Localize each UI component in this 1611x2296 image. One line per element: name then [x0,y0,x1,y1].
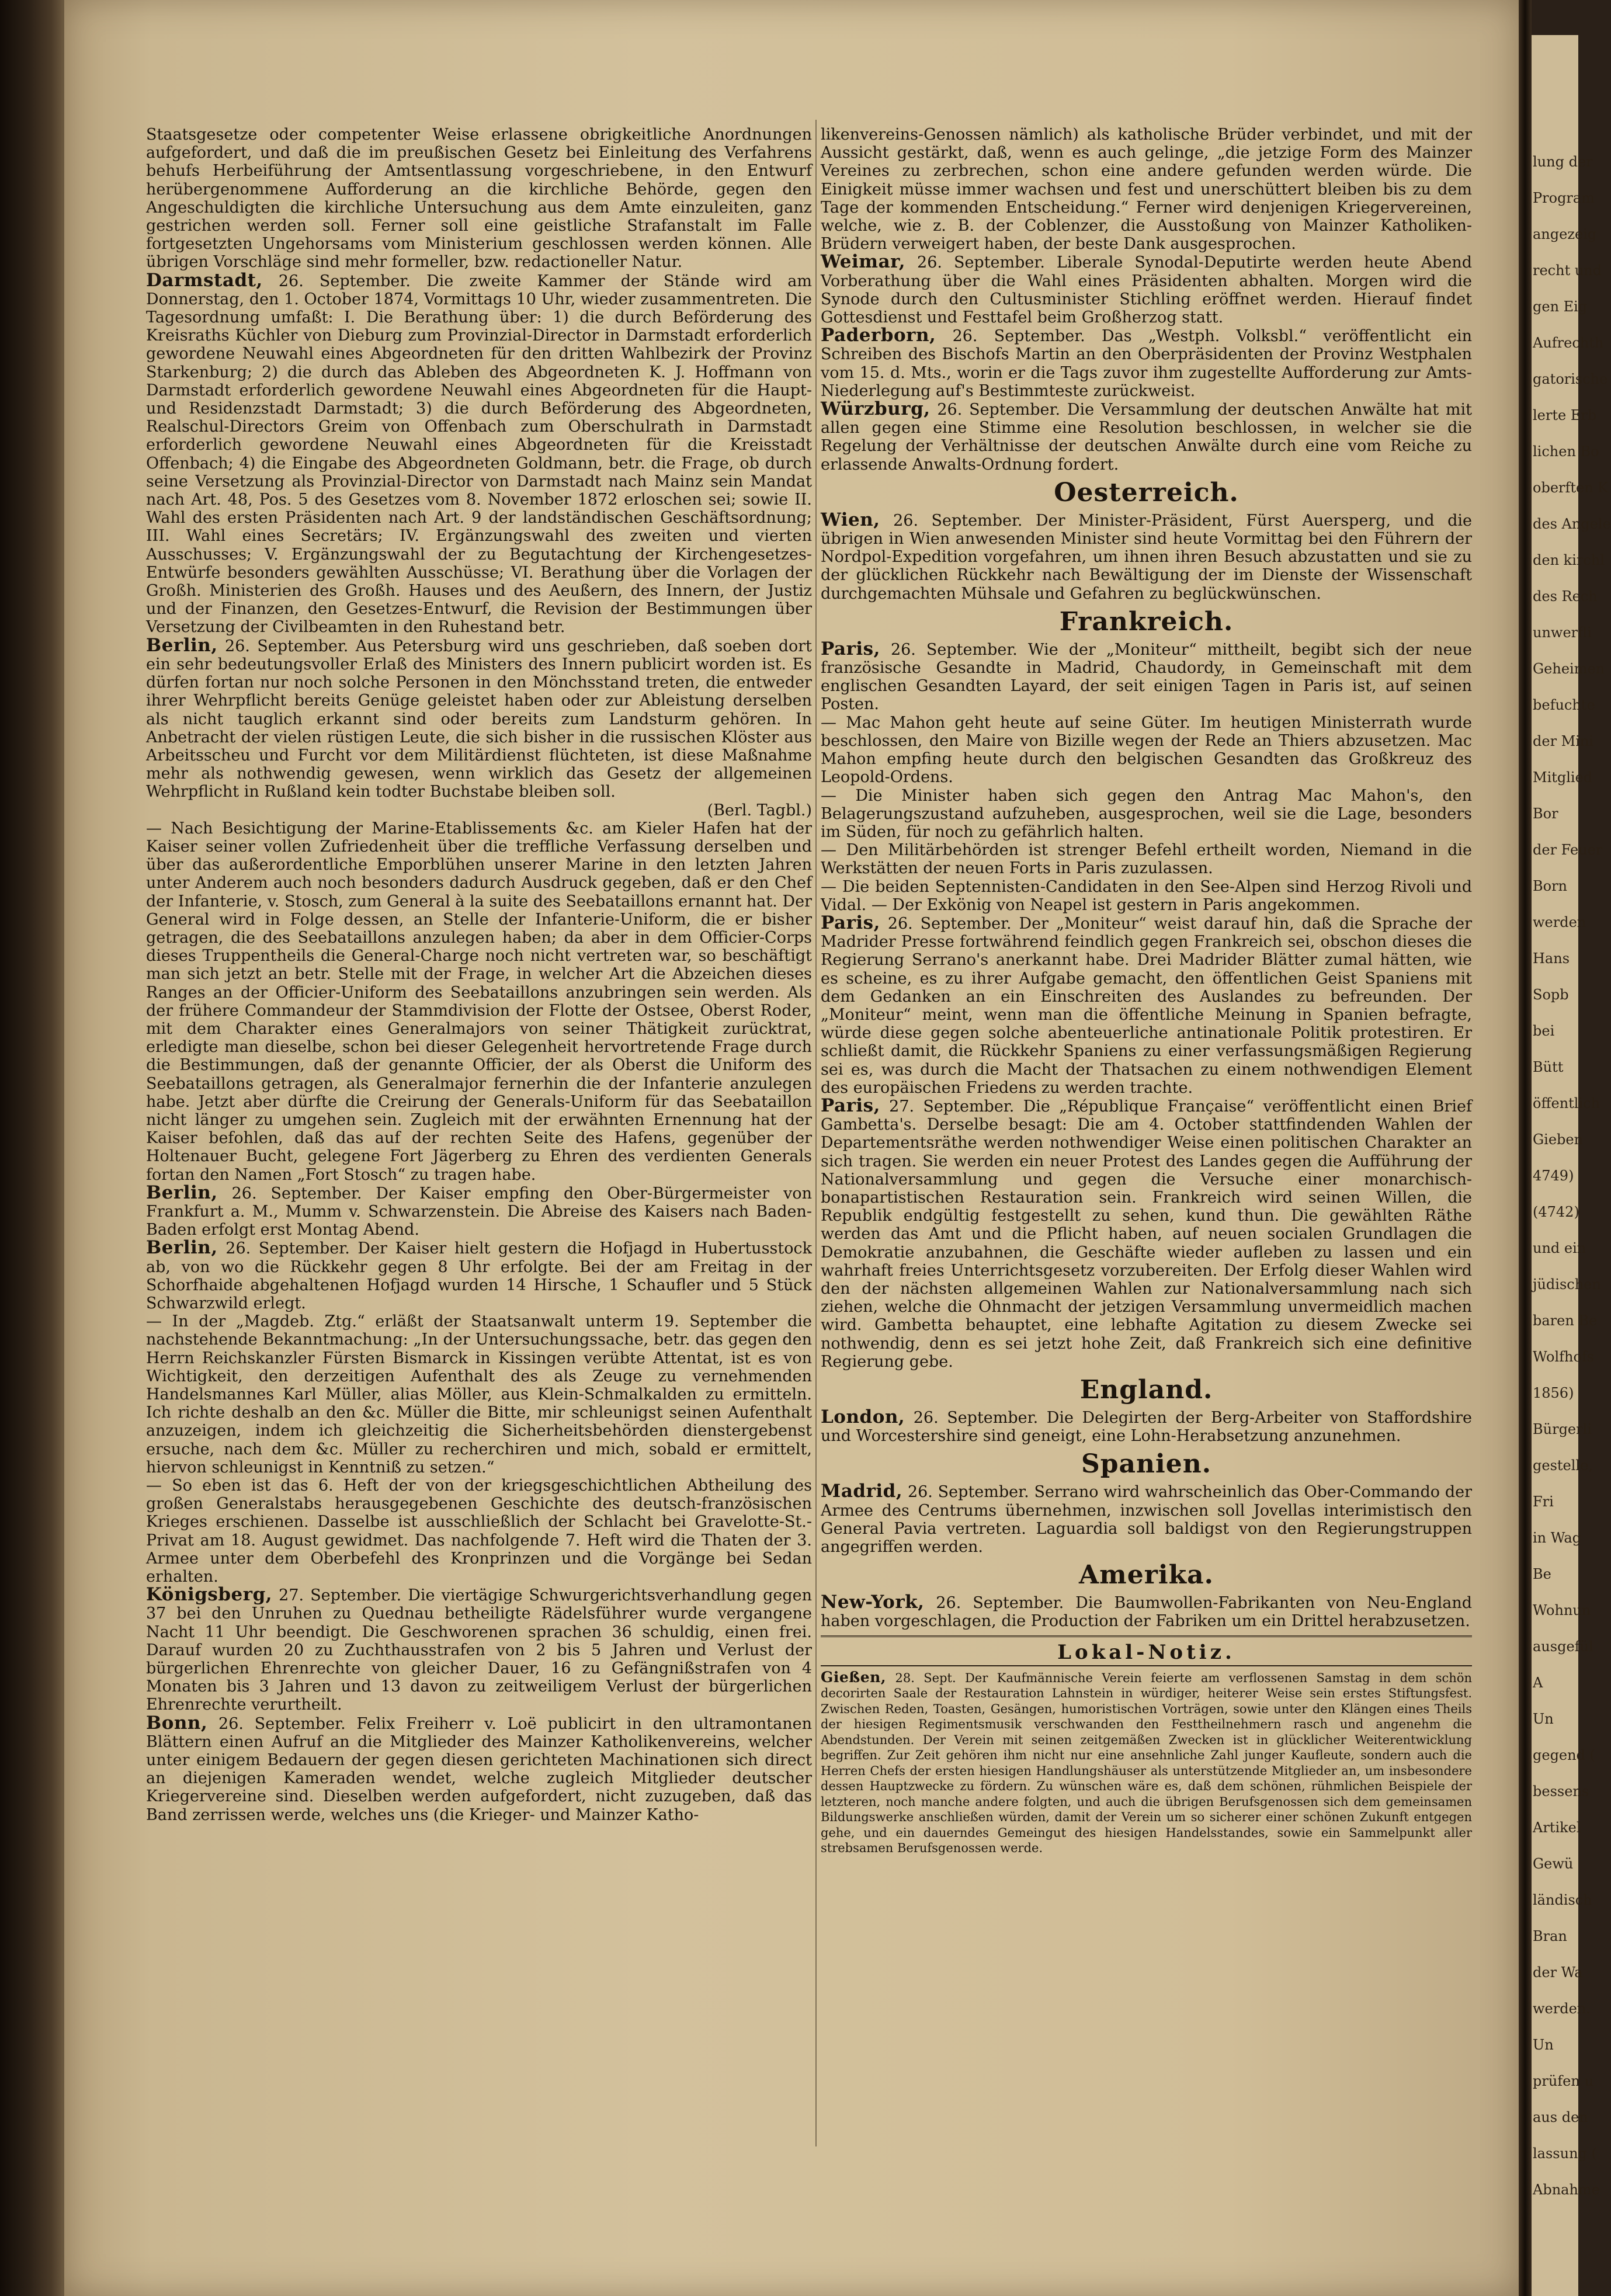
next-page-fragment: lerte Erb [1533,407,1597,423]
next-page-fragment: A [1533,1675,1543,1691]
next-page-fragment: des Angele [1533,516,1611,532]
article-paragraph [821,1408,1472,1445]
next-page-fragment: Bor [1533,805,1558,822]
lokal-notiz-heading: Lokal-Notiz. [821,1639,1472,1666]
article-text: — So eben ist das 6. Heft der von der kriegsgeschichtlichen Abtheilung des großen Generalstabs herausgegebenen Geschichte des deutsch-französischen Krieges erschienen. Dasselbe ist ausschließlich der Schlacht bei Gravelotte-St.-Privat am 18. August gewidmet. Das nachfolgende 7. Heft wird die Thaten der 3. Armee unter dem Oberbefehl des Kronprinzen und die Vorgänge bei Sedan erhalten. [146,1477,812,1586]
article-text: 26. September. Der „Moniteur“ weist darauf hin, daß die Sprache der Madrider Presse fortwährend feindlich gegen Frankreich sei, obschon dieses die Regierung Serrano's anerkannt habe. Drei Madrider Blätter zumal hätten, wie es scheine, es zu ihrer Aufgabe gemacht, den öffentlichen Geist Spaniens mit dem Gedanken an ein Einschreiten des Auslandes zu befreunden. Der „Moniteur“ meint, wenn man die öffentliche Meinung in Spanien befragte, würde diese gegen solche abenteuerliche antinationale Politik protestiren. Er schließt damit, die Rückkehr Spaniens zu einer verfassungsmäßigen Regierung sei es, was durch die Macht der Thatsachen zu einem nothwendigen Element des europäischen Friedens zu werden trachte. [821,914,1472,1097]
article-paragraph [821,326,1472,400]
article-dateline: Wien, [821,509,880,530]
next-page-fragment: der Mini [1533,733,1594,749]
article-dateline: Berlin, [146,1182,218,1203]
article-paragraph [821,511,1472,603]
section-heading: Frankreich. [1059,606,1234,637]
article-paragraph [821,914,1472,1097]
article-paragraph [821,787,1472,842]
next-page-fragment: oberften K [1533,480,1609,496]
article-text: 28. Sept. Der Kaufmännische Verein feierte am verflossenen Samstag in dem schön decorirten Saale der Restauration Lahnstein in würdiger, heiterer Weise sein erstes Stiftungsfest. Zwischen Reden, Toasten, Gesängen, humoristischen Vorträgen, sowie unter den Klängen eines Theils der hiesigen Regimentsmusik verschwanden den Festtheilnehmern rasch und angenehm die Abendstunden. Der Verein mit seinen zeitgemäßen Zwecken ist in glücklicher Weiterentwicklung begriffen. Zur Zeit gehören ihm nicht nur eine ansehnliche Zahl junger Kaufleute, sondern auch die Herren Chefs der ersten hiesigen Handlungshäuser als unterstützende Mitglieder an, um insbesondere dessen Hauptzwecke zu fördern. Zu wünschen wäre es, daß dem schönen, rühmlichen Beispiele der letzteren, noch manche andere folgten, und auch die übrigen Berufsgenossen sich dem gemeinsamen Bildungswerke anschließen würden, damit der Verein um so sicherer einer schönen Zukunft entgegen gehe, und ein dauerndes Gemeingut des hiesigen Handelsstandes, sowie ein Sammelpunkt aller strebsamen Berufsgenossen werde. [821,1670,1472,1856]
next-page-fragment: Un [1533,2037,1554,2053]
next-page-fragment: angezeig [1533,226,1597,242]
section-heading: Spanien. [1081,1449,1212,1479]
next-page-fragment: des Rech [1533,588,1598,605]
lokal-notiz-box [821,1635,1472,1856]
article-paragraph [821,878,1472,914]
article-text: — Die Minister haben sich gegen den Antrag Mac Mahon's, den Belagerungszustand aufzuheben, ausgesprochen, weil sie die Lage, besonders im Süden, für noch zu gefährlich halten. [821,786,1472,841]
left-column [146,126,812,1824]
article-dateline: Berlin, [146,1237,218,1259]
article-text: 26. September. Der Kaiser hielt gestern die Hofjagd in Hubertusstock ab, von wo die Rückkehr gegen 8 Uhr erfolgte. Bei der am Freitag in der Schorfhaide abgehaltenen Hofjagd wurden 14 Hirsche, 1 Schaufler und 5 Stück Schwarzwild erlegt. [146,1239,812,1312]
next-page-fragment: Born [1533,878,1568,894]
article-dateline: London, [821,1406,905,1427]
article-text: 26. September. Liberale Synodal-Deputirte werden heute Abend Vorberathung über die Wahl eines Präsidenten abhalten. Morgen wird die Synode durch den Cultusminister Stichling eröffnet werden. Hierauf findet Gottesdienst und Festtafel beim Großherzog statt. [821,253,1472,327]
article-paragraph [821,640,1472,714]
article-dateline: Paris, [821,1095,880,1116]
next-page-fragment: Aufrechth [1533,335,1604,351]
article-paragraph [821,400,1472,474]
article-text: 26. September. Aus Petersburg wird uns geschrieben, daß soeben dort ein sehr bedeutungsvoller Erlaß des Ministers des Innern publicirt worden ist. Es dürfen fortan nur noch solche Personen in den Mönchsstand treten, die entweder ihrer Wehrpflicht bereits Genüge geleistet haben oder zur Ableistung derselben als nicht tauglich erkannt sind oder bereits zum Landsturm gehören. In Anbetracht der vielen rüstigen Leute, die sich bisher in die russischen Klöster aus Arbeitsscheu und Furcht vor dem Militärdienst flüchteten, ist diese Maßnahme mehr als nothwendig gewesen, wenn wirklich das Gesetz der allgemeinen Wehrpflicht in Rußland kein todter Buchstabe bleiben soll. [146,637,812,801]
next-page-fragment: Geheimen [1533,661,1605,677]
right-column [821,126,1472,1856]
article-text: — Den Militärbehörden ist strenger Befehl ertheilt worden, Niemand in die Werkstätten der neuen Forts in Paris zuzulassen. [821,841,1472,878]
article-paragraph [146,1714,812,1824]
next-page-fragment: ausgefül [1533,1638,1593,1655]
next-page-fragment: Gewü [1533,1856,1574,1872]
article-text: 26. September. Die Delegirten der Berg-Arbeiter von Staffordshire und Worcestershire sind geneigt, eine Lohn-Herabsetzung anzunehmen. [821,1409,1472,1446]
next-page-fragment: aus den [1533,2109,1588,2125]
article-dateline: Würzburg, [821,398,931,420]
next-page-fragment: (4742) [1533,1204,1579,1220]
article-paragraph [146,634,812,819]
next-page-fragment: Bran [1533,1928,1567,1944]
article-source: (Berl. Tagbl.) [707,801,812,819]
next-page-fragment: Artikel [1533,1819,1581,1836]
next-page-fragment: gatorische [1533,371,1608,387]
next-page-fragment: lichen Bo [1533,443,1599,460]
next-page-fragment: Un [1533,1711,1554,1727]
next-page-fragment: Wolfhofs [1533,1349,1595,1365]
article-dateline: Bonn, [146,1712,208,1734]
article-text: — In der „Magdeb. Ztg.“ erläßt der Staatsanwalt unterm 19. September die nachstehende Bekanntmachung: „In der Untersuchungssache, betr. das gegen den Herrn Reichskanzler Fürsten Bismarck in Kissingen verübte Attentat, ist es von Wichtigkeit, den derzeitigen Aufenthalt des als Zeuge zu vernehmenden Handelsmannes Karl Müller, alias Möller, aus Klein-Schmalkalden zu ermitteln. Ich richte deshalb an den &c. Müller die Bitte, mir schleunigst seinen Aufenthalt anzuzeigen, indem ich gleichzeitig die Sicherheitsbehörden dienstergebenst ersuche, nach dem &c. Müller zu recherchiren und mich, sobald er ermittelt, hiervon schleunigst in Kenntniß zu setzen.“ [146,1312,812,1477]
next-page-fragment: lassung ( [1533,2145,1597,2162]
next-page-fragment: prüfen u [1533,2073,1593,2089]
article-paragraph [821,126,1472,253]
column-divider [815,120,817,2146]
article-paragraph [146,1239,812,1312]
next-page-fragment: Hans [1533,950,1570,967]
next-page-fragment: der Feuer [1533,842,1603,858]
next-page-fragment: unwerfli [1533,624,1592,641]
article-dateline: Madrid, [821,1481,903,1502]
next-page-fragment: gestelle, [1533,1457,1593,1474]
section-heading: Amerika. [1079,1560,1214,1590]
article-paragraph [146,1477,812,1586]
article-text: 27. September. Die „République Française“ veröffentlicht einen Brief Gambetta's. Derselbe besagt: Die am 4. October stattfindenden Wahlen der Departementsräthe werden nothwendiger Weise einen politischen Charakter an sich tragen. Sie werden ein neuer Protest des Landes gegen die Aufführung der Nationalversammlung und gegen die Versuche einer monarchisch-bonapartistischen Restauration sein. Frankreich wird seinen Willen, die Republik endgültig festgestellt zu sehen, kund thun. Die gewählten Räthe werden das Amt und die Pflicht haben, auf neuen socialen Grundlagen die Demokratie anzubahnen, die Geschäfte wieder aufleben zu lassen und ein wahrhaft freies Unterrichtsgesetz vorzubereiten. Der Erfolg dieser Wahlen wird den der nächsten allgemeinen Wahlen zur Nationalversammlung nach sich ziehen, welche die Ohnmacht der jetzigen Versammlung unvermeidlich machen wird. Gambetta behauptet, eine lebhafte Agitation zu diesem Zwecke sei nothwendig, denn es sei jetzt hohe Zeit, daß Frankreich sich eine definitive Regierung gebe. [821,1097,1472,1371]
article-paragraph [146,1586,812,1714]
article-text: 27. September. Die viertägige Schwurgerichtsverhandlung gegen 37 bei den Unruhen zu Quednau betheiligte Rädelsführer wurde vergangene Nacht 11 Uhr beendigt. Die Geschworenen sprachen 36 schuldig, einen frei. Darauf wurden 20 zu Zuchthausstrafen von 2 bis 5 Jahren und Verlust der bürgerlichen Ehrenrechte von gleicher Dauer, 16 zu Gefängnißstrafen von 4 Monaten bis 3 Jahren und 13 davon zu zeitweiligem Verlust der bürgerlichen Ehrenrechte verurtheilt. [146,1586,812,1714]
article-dateline: Paris, [821,638,880,659]
article-dateline: Paris, [821,912,880,933]
article-text: 26. September. Der Kaiser empfing den Ober-Bürgermeister von Frankfurt a. M., Mumm v. Schwarzenstein. Die Abreise des Kaisers nach Baden-Baden erfolgt erst Montag Abend. [146,1184,812,1239]
next-page-fragment: befuchte [1533,697,1595,713]
article-text: 26. September. Die Versammlung der deutschen Anwälte hat mit allen gegen eine Stimme eine Resolution beschlossen, in welcher sie die Regelung der Verhältnisse der deutschen Anwälte durch eine vom Reiche zu erlassende Anwalts-Ordnung fordert. [821,401,1472,474]
article-paragraph [146,1184,812,1239]
next-page-fragment: werden. [1533,2000,1591,2017]
article-text: likenvereins-Genossen nämlich) als katholische Brüder verbindet, und mit der Aussicht gestärkt, daß, wenn es auch gelinge, „die jetzige Form des Mainzer Vereines zu zerbrechen, schon eine andere gefunden werden würde. Die Einigkeit müsse immer wachsen und fest und unerschüttert bleiben bis zu dem Tage der kommenden Entscheidung.“ Ferner wird denjenigen Kriegervereinen, welche, wie z. B. der Coblenzer, die Ausstoßung von Mainzer Katholiken-Brüdern verweigert haben, der beste Dank ausgesprochen. [821,126,1472,253]
article-paragraph [146,1312,812,1477]
article-text: 26. September. Serrano wird wahrscheinlich das Ober-Commando der Armee des Centrums übernehmen, inzwischen soll Jovellas interimistisch den General Pavia vertreten. Laguardia soll baldigst von den Regierungstruppen angegriffen werden. [821,1483,1472,1557]
article-text: Staatsgesetze oder competenter Weise erlassene obrigkeitliche Anordnungen aufgefordert, und daß die im preußischen Gesetz bei Einleitung des Verfahrens behufs Herbeiführung der Amtsentlassung vorgeschriebene, in den Entwurf herübergenommene Aufforderung an die kirchliche Behörde, gegen den Angeschuldigten die kirchliche Untersuchung aus dem Amte einzuleiten, ganz gestrichen werden soll. Ferner soll eine geistliche Strafanstalt im Falle fortgesetzten Ungehorsams vom Ministerium geschlossen werden können. Alle übrigen Vorschläge sind mehr formeller, bzw. redactioneller Natur. [146,126,812,272]
next-page-fragment: in Wag [1533,1530,1582,1546]
next-page-fragment: Bütt [1533,1059,1564,1075]
book-binding [0,0,64,2296]
article-paragraph [146,819,812,1184]
page-gutter [1519,0,1532,2296]
article-paragraph [146,269,812,637]
article-paragraph [821,1097,1472,1371]
article-text: — Mac Mahon geht heute auf seine Güter. Im heutigen Ministerrath wurde beschlossen, den Maire von Bizille wegen der Rede an Thiers abzusetzen. Mac Mahon empfing heute durch den belgischen Gesandten das Großkreuz des Leopold-Ordens. [821,713,1472,787]
next-page-fragment: gen Eig [1533,298,1588,315]
next-page-fragment: Sopb [1533,987,1569,1003]
article-dateline: New-York, [821,1592,925,1613]
article-dateline: Königsberg, [146,1584,273,1606]
next-page-fragment: Wohnun [1533,1602,1591,1618]
next-page-fragment: der Wa [1533,1964,1583,1981]
article-text: — Nach Besichtigung der Marine-Etablissements &c. am Kieler Hafen hat der Kaiser seiner vollen Zufriedenheit über die treffliche Verfassung derselben und über das außerordentliche Emporblühen unserer Marine in den letzten Jahren unter Anderem auch noch besonders dadurch Ausdruck gegeben, daß er den Chef der Infanterie, v. Stosch, zum General à la suite des Seebataillons ernannt hat. Der General wird in Folge dessen, an Stelle der Infanterie-Uniform, die er bisher getragen, die des Seebataillons anzulegen haben; da aber in dem Officier-Corps dieses Truppentheils die General-Charge noch nicht vertreten war, so beschäftigt man sich jetzt an betr. Stelle mit der Frage, in welcher Art die Abzeichen dieses Ranges an der Officier-Uniform des Seebataillons anzubringen sein werden. Als der frühere Commandeur der Stammdivision der Flotte der Ostsee, Oberst Roder, mit dem Charakter eines Generalmajors von seiner Thätigkeit zurücktrat, erledigte man dieselbe, schon bei dieser Gelegenheit hervortretende Frage durch die Bestimmungen, daß der genannte Officier, der als Oberst die Uniform des Seebataillons getragen, als Generalmajor fernerhin die der Infanterie anzulegen habe. Jetzt aber dürfte die Creirung der Generals-Uniform für das Seebataillon nicht länger zu umgehen sein. Zugleich mit der erwähnten Ernennung hat der Kaiser befohlen, daß das auf der rechten Seite des Hafens, gegenüber der Holtenauer Bucht, gelegene Fort Jägerberg zu Ehren des verdienten Generals fortan den Namen „Fort Stosch“ zu tragen habe. [146,819,812,1184]
article-paragraph [821,1593,1472,1630]
article-dateline: Darmstadt, [146,269,263,291]
article-text: 26. September. Das „Westph. Volksbl.“ veröffentlicht ein Schreiben des Bischofs Martin an den Oberpräsidenten der Provinz Westphalen vom 15. d. Mts., worin er die Tags zuvor ihm zugestellte Aufforderung zur Amts-Niederlegung auf's Bestimmteste zurückweist. [821,327,1472,400]
article-paragraph [821,253,1472,326]
article-text: 26. September. Der Minister-Präsident, Fürst Auersperg, und die übrigen in Wien anwesenden Minister sind heute Vormittag bei den Führern der Nordpol-Expedition vorgefahren, um ihnen ihren Besuch abzustatten und sie zu der glücklichen Rückkehr nach Bewältigung der im Dienste der Wissenschaft durchgemachten Mühsale und Gefahren zu beglückwünschen. [821,511,1472,603]
next-page-fragment: Be [1533,1566,1551,1582]
next-page-fragment: Abnahme [1533,2182,1600,2198]
article-dateline: Berlin, [146,634,218,656]
next-page-fragment: bessens [1533,1783,1589,1800]
next-page-fragment: baren Be [1533,1312,1598,1329]
section-heading: England. [1079,1375,1213,1405]
article-dateline: Gießen, [821,1668,887,1686]
article-text: 26. September. Die Baumwollen-Fabrikanten von Neu-England haben vorgeschlagen, die Production der Fabriken um ein Drittel herabzusetzen. [821,1594,1472,1631]
article-text: 26. September. Die zweite Kammer der Stände wird am Donnerstag, den 1. October 1874, Vormittags 10 Uhr, wieder zusammentreten. Die Tagesordnung umfaßt: I. Die Berathung über: 1) die durch Beförderung des Kreisraths Küchler von Dieburg zum Provinzial-Director in Darmstadt erforderlich gewordene Neuwahl eines Abgeordneten für den dritten Wahlbezirk der Provinz Starkenburg; 2) die durch das Ableben des Abgeordneten K. J. Hoffmann von Darmstadt erforderlich gewordene Neuwahl eines Abgeordneten für die Haupt- und Residenzstadt Darmstadt; 3) die durch Beförderung des Abgeordneten, Realschul-Directors Greim von Offenbach zum Oberschulrath in Darmstadt erforderlich gewordene Neuwahl eines Abgeordneten für die Kreisstadt Offenbach; 4) die Eingabe des Abgeordneten Goldmann, betr. die Frage, ob durch seine Versetzung als Provinzial-Director von Darmstadt nach Mainz sein Mandat nach Art. 48, Pos. 5 des Gesetzes vom 8. November 1872 erloschen sei; sowie II. Wahl des ersten Präsidenten nach Art. 9 der landständischen Geschäftsordnung; III. Wahl eines Secretärs; IV. Ergänzungswahl des zweiten und vierten Ausschusses; V. Ergänzungswahl der zu Begutachtung der Kirchengesetzes-Entwürfe besonders gewählten Ausschüsse; VI. Berathung über die Vorlagen der Großh. Ministerien des Großh. Hauses und des Aeußern, des Innern, der Justiz und der Finanzen, den Gesetzes-Entwurf, die Revision der Bestimmungen über Versetzung der Civilbeamten in den Ruhestand betr. [146,272,812,637]
article-text: 26. September. Felix Freiherr v. Loë publicirt in den ultramontanen Blättern einen Aufruf an die Mitglieder des Mainzer Katholikenvereins, welcher unter einigem Bedauern der gegen diesen gerichteten Machinationen sich direct an diejenigen Kameraden wendet, welche zugleich Mitglieder deutscher Kriegervereine sind. Dieselben werden aufgefordert, nicht zuzugeben, daß das Band zerrissen werde, welches uns (die Krieger- und Mainzer Katho- [146,1714,812,1824]
article-paragraph [821,1482,1472,1556]
lokal-notiz-paragraph [821,1670,1472,1856]
next-page-fragment: jüdischen [1533,1276,1601,1293]
article-dateline: Paderborn, [821,325,936,346]
next-page-fragment: den kirchl [1533,552,1605,568]
article-paragraph [821,841,1472,877]
next-page-fragment: lung der [1533,154,1593,170]
next-page-fragment: 1856) [1533,1385,1574,1401]
section-heading: Oesterreich. [1054,477,1239,508]
article-text: — Die beiden Septennisten-Candidaten in den See-Alpen sind Herzog Rivoli und Vidal. — Der Exkönig von Neapel ist gestern in Paris angekommen. [821,877,1472,914]
next-page-fragment: Gieben [1533,1131,1584,1148]
next-page-fragment: bei [1533,1023,1555,1039]
article-paragraph [821,714,1472,787]
article-paragraph [146,126,812,272]
next-page-fragment: gegend ( [1533,1747,1595,1763]
next-page-fragment: Mitglied [1533,769,1593,786]
next-page-fragment: Program [1533,190,1595,206]
next-page-fragment: ländisch [1533,1892,1592,1908]
next-page-fragment: 4749) [1533,1168,1574,1184]
next-page-edge [1532,35,1611,2296]
next-page-fragment: Fri [1533,1493,1554,1510]
next-page-fragment: Bürgerli [1533,1421,1592,1437]
next-page-fragment: werden [1533,914,1586,930]
next-page-fragment: öffentlich [1533,1095,1600,1111]
article-dateline: Weimar, [821,251,906,273]
article-text: 26. September. Wie der „Moniteur“ mittheilt, begibt sich der neue französische Gesandte in Madrid, Chaudordy, in Gemeinschaft mit dem englischen Gesandten Layard, der seit einigen Tagen in Paris ist, auf seinen Posten. [821,640,1472,714]
next-page-fragment: recht und [1533,262,1602,279]
next-page-fragment: und ein [1533,1240,1586,1256]
